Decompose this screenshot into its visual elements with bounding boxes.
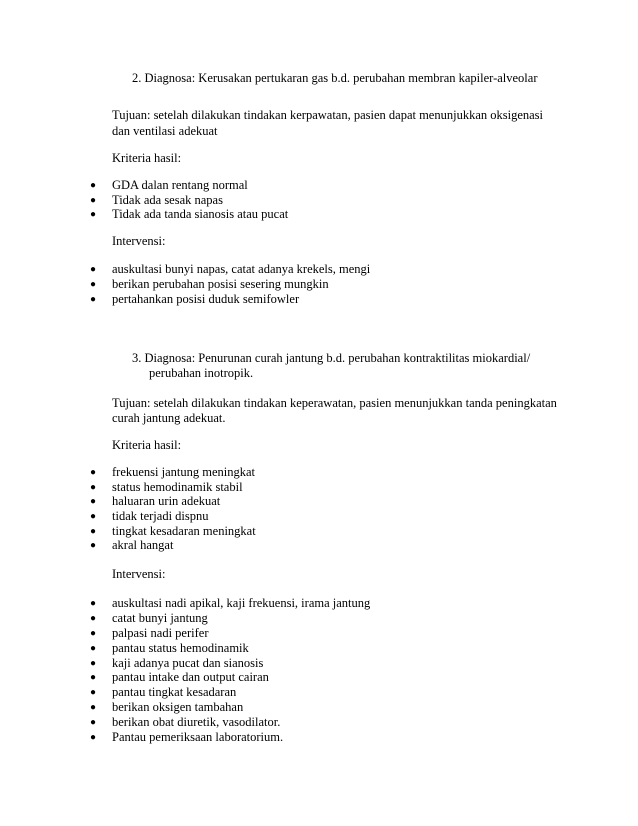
intervention-2-item: berikan perubahan posisi sesering mungkin — [112, 277, 329, 291]
criteria-2-item: GDA dalan rentang normal — [112, 178, 248, 192]
criteria-3-label: Kriteria hasil: — [112, 438, 182, 452]
intervention-3-item: palpasi nadi perifer — [112, 626, 209, 640]
bullet-icon: ● — [90, 628, 97, 639]
intervention-2-item: auskultasi bunyi napas, catat adanya krekels, mengi — [112, 262, 371, 276]
bullet-icon: ● — [90, 195, 97, 206]
bullet-icon: ● — [90, 717, 97, 728]
bullet-icon: ● — [90, 526, 97, 537]
bullet-icon: ● — [90, 264, 97, 275]
intervention-3-item: pantau tingkat kesadaran — [112, 685, 237, 699]
intervention-3-item: pantau intake dan output cairan — [112, 670, 269, 684]
criteria-3-item: akral hangat — [112, 538, 174, 552]
criteria-3-item: haluaran urin adekuat — [112, 494, 221, 508]
goal-2-line-1: Tujuan: setelah dilakukan tindakan kerpawatan, pasien dapat menunjukkan oksigenasi — [112, 108, 544, 122]
criteria-3-item: tingkat kesadaran meningkat — [112, 524, 256, 538]
bullet-icon: ● — [90, 598, 97, 609]
diagnosis-3-heading-line-2: perubahan inotropik. — [149, 366, 254, 380]
intervention-3-item: berikan oksigen tambahan — [112, 700, 244, 714]
bullet-icon: ● — [90, 732, 97, 743]
goal-3-line-2: curah jantung adekuat. — [112, 411, 226, 425]
bullet-icon: ● — [90, 279, 97, 290]
bullet-icon: ● — [90, 496, 97, 507]
diagnosis-2-heading: 2. Diagnosa: Kerusakan pertukaran gas b.d. perubahan membran kapiler-alveolar — [132, 71, 538, 85]
bullet-icon: ● — [90, 467, 97, 478]
intervention-2-label: Intervensi: — [112, 234, 166, 248]
bullet-icon: ● — [90, 540, 97, 551]
intervention-3-label: Intervensi: — [112, 567, 166, 581]
diagnosis-3-heading-line-1: 3. Diagnosa: Penurunan curah jantung b.d. perubahan kontraktilitas miokardial/ — [132, 351, 531, 365]
intervention-3-item: kaji adanya pucat dan sianosis — [112, 656, 264, 670]
intervention-2-item: pertahankan posisi duduk semifowler — [112, 292, 300, 306]
bullet-icon: ● — [90, 658, 97, 669]
bullet-icon: ● — [90, 482, 97, 493]
goal-3-line-1: Tujuan: setelah dilakukan tindakan keperawatan, pasien menunjukkan tanda peningkatan — [112, 396, 557, 410]
bullet-icon: ● — [90, 687, 97, 698]
bullet-icon: ● — [90, 672, 97, 683]
criteria-3-item: tidak terjadi dispnu — [112, 509, 209, 523]
bullet-icon: ● — [90, 180, 97, 191]
bullet-icon: ● — [90, 209, 97, 220]
intervention-3-item: Pantau pemeriksaan laboratorium. — [112, 730, 284, 744]
intervention-3-item: catat bunyi jantung — [112, 611, 208, 625]
bullet-icon: ● — [90, 643, 97, 654]
criteria-2-item: Tidak ada tanda sianosis atau pucat — [112, 207, 289, 221]
intervention-3-item: auskultasi nadi apikal, kaji frekuensi, irama jantung — [112, 596, 371, 610]
bullet-icon: ● — [90, 702, 97, 713]
criteria-2-label: Kriteria hasil: — [112, 151, 182, 165]
criteria-2-item: Tidak ada sesak napas — [112, 193, 223, 207]
criteria-3-item: frekuensi jantung meningkat — [112, 465, 256, 479]
intervention-3-item: pantau status hemodinamik — [112, 641, 249, 655]
goal-2-line-2: dan ventilasi adekuat — [112, 124, 218, 138]
bullet-icon: ● — [90, 613, 97, 624]
criteria-3-item: status hemodinamik stabil — [112, 480, 243, 494]
bullet-icon: ● — [90, 294, 97, 305]
intervention-3-item: berikan obat diuretik, vasodilator. — [112, 715, 281, 729]
bullet-icon: ● — [90, 511, 97, 522]
